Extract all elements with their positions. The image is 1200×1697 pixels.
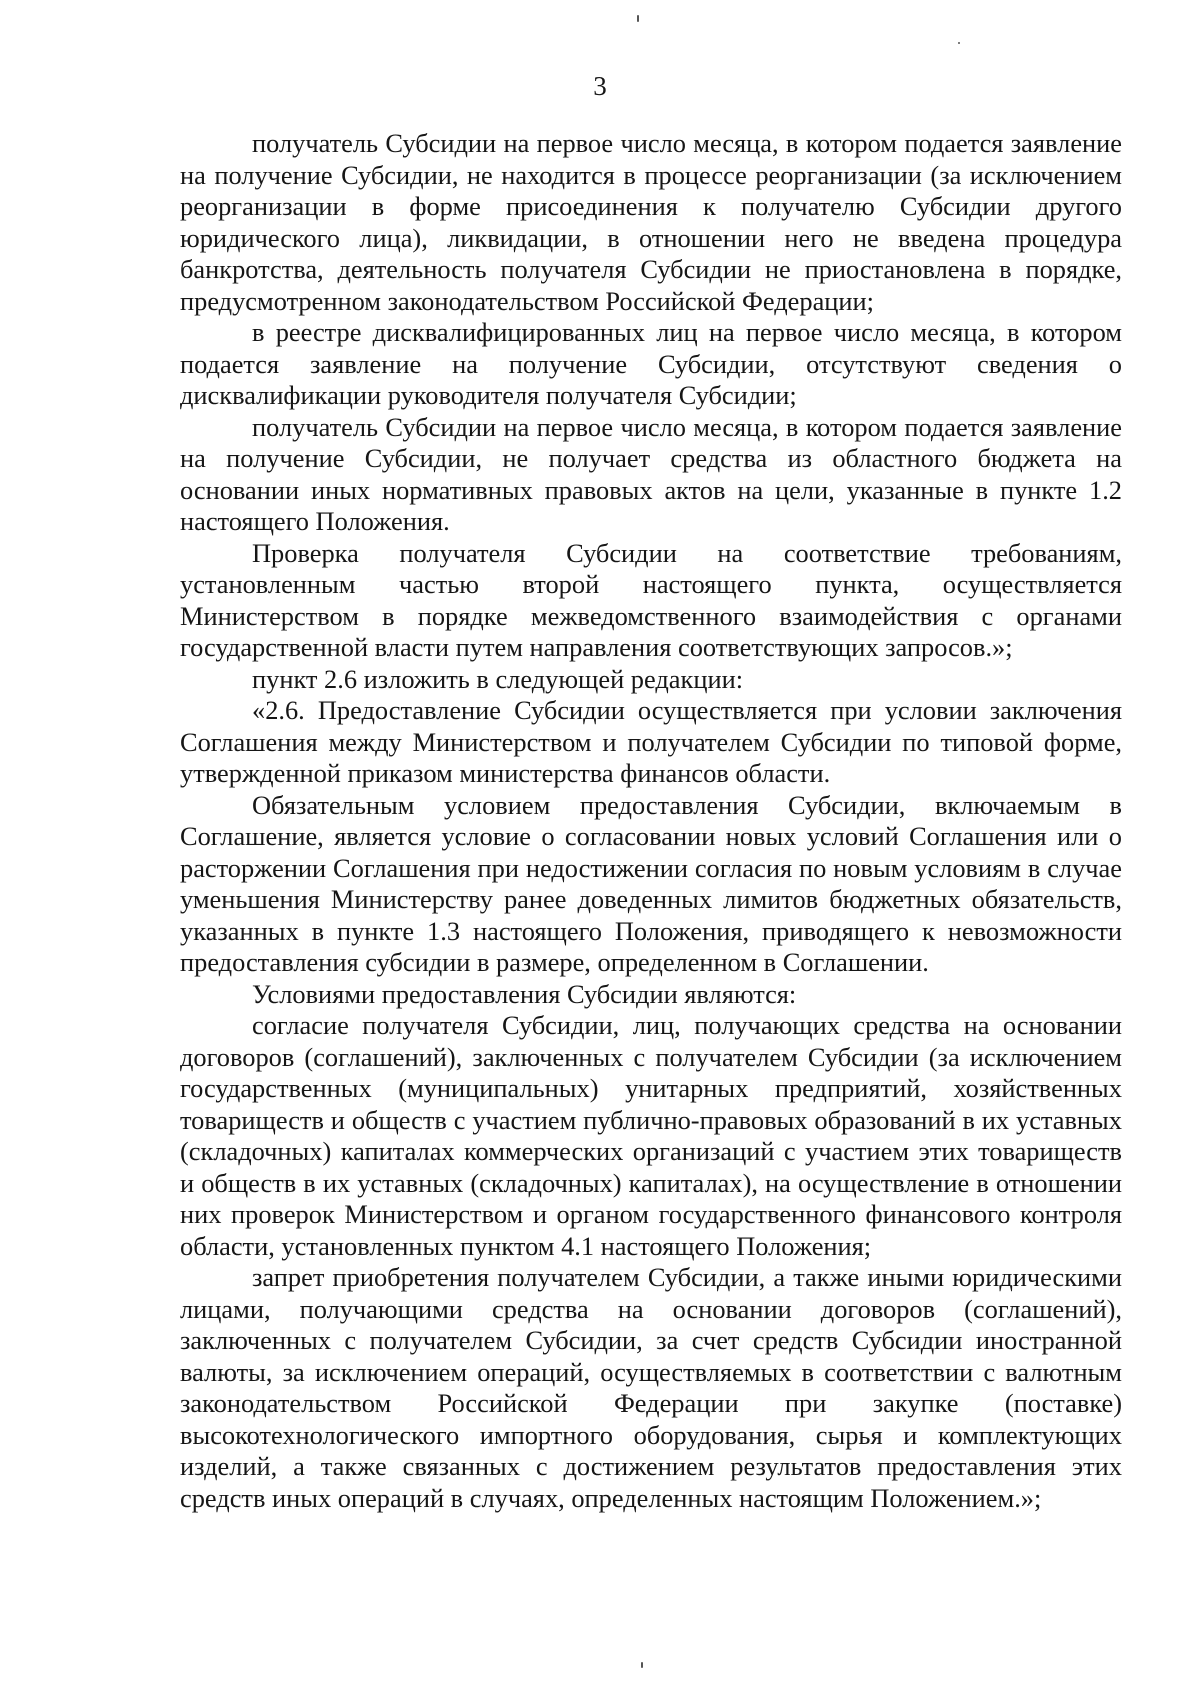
scan-speck-bottom bbox=[641, 1662, 643, 1668]
scan-speck-top-right bbox=[958, 42, 960, 44]
paragraph-conditions-heading: Условиями предоставления Субсидии являются: bbox=[252, 978, 797, 1009]
paragraph-disqualified-persons: в реестре дисквалифицированных лиц на первое число месяца, в котором подается заявление на получение Субсидии, отсутствуют сведения о дисквалификации руководителя получателя Субсидии; bbox=[180, 317, 1122, 410]
paragraph-point-2-6-agreement: «2.6. Предоставление Субсидии осуществляется при условии заключения Соглашения между Министерством и получателем Субсидии по типовой форме, утвержденной приказом министерства финансов области. bbox=[180, 695, 1122, 788]
paragraph-regional-budget: получатель Субсидии на первое число месяца, в котором подается заявление на получение Субсидии, не получает средства из областного бюджета на основании иных нормативных правовых актов на цели, указанные в пункте 1.2 настоящего Положения. bbox=[180, 411, 1122, 536]
paragraph-compliance-check: Проверка получателя Субсидии на соответствие требованиям, установленным частью второй настоящего пункта, осуществляется Министерством в порядке межведомственного взаимодействия с органами государственной власти путем направления соответствующих запросов.»; bbox=[180, 537, 1122, 662]
paragraph-currency-ban: запрет приобретения получателем Субсидии, а также иными юридическими лицами, получающими средства на основании договоров (соглашений), заключенных с получателем Субсидии, за счет средств Субсидии иностранной валюты, за исключением операций, осуществляемых в соответствии с валютным законодательством Российской Федерации при закупке (поставке) высокотехнологического импортного оборудования, сырья и комплектующих изделий, а также связанных с достижением результатов предоставления этих средств иных операций в случаях, определенных настоящим Положением.»; bbox=[180, 1262, 1122, 1513]
paragraph-mandatory-condition: Обязательным условием предоставления Субсидии, включаемым в Соглашение, является условие о согласовании новых условий Соглашения или о расторжении Соглашения при недостижении согласия по новым условиям в случае уменьшения Министерству ранее доведенных лимитов бюджетных обязательств, указанных в пункте 1.3 настоящего Положения, приводящего к невозможности предоставления субсидии в размере, определенном в Соглашении. bbox=[180, 789, 1122, 977]
scan-speck-top bbox=[637, 15, 639, 22]
paragraph-recipient-reorganization: получатель Субсидии на первое число месяца, в котором подается заявление на получение Субсидии, не находится в процессе реорганизации (за исключением реорганизации в форме присоединения к получателю Субсидии другого юридического лица), ликвидации, в отношении него не введена процедура банкротства, деятельность получателя Субсидии не приостановлена в порядке, предусмотренном законодательством Российской Федерации; bbox=[180, 128, 1122, 316]
document-body bbox=[180, 128, 1122, 1514]
paragraph-consent-to-inspections: согласие получателя Субсидии, лиц, получающих средства на основании договоров (соглашений), заключенных с получателем Субсидии (за исключением государственных (муниципальных) унитарных предприятий, хозяйственных товариществ и обществ с участием публично-правовых образований в их уставных (складочных) капиталах коммерческих организаций с участием этих товариществ и обществ в их уставных (складочных) капиталах), на осуществление в отношении них проверок Министерством и органом государственного финансового контроля области, установленных пунктом 4.1 настоящего Положения; bbox=[180, 1010, 1122, 1261]
page-number: 3 bbox=[593, 71, 607, 101]
paragraph-point-2-6-intro: пункт 2.6 изложить в следующей редакции: bbox=[252, 663, 744, 694]
